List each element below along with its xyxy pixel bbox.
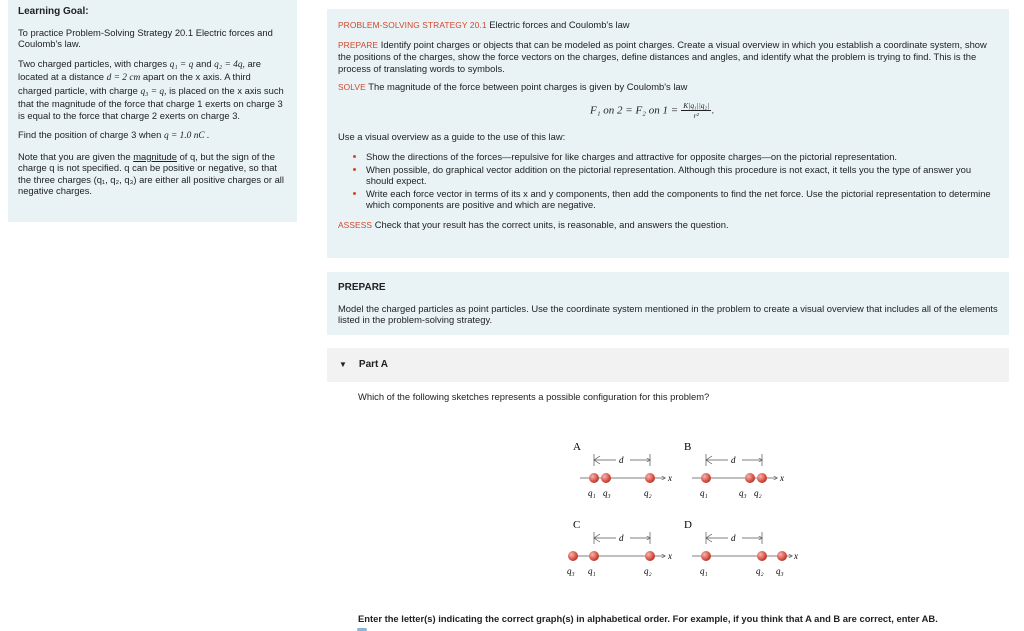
- collapse-triangle-icon: ▼: [339, 360, 347, 369]
- strategy-bullet-list: [338, 151, 998, 211]
- charge-q3: [601, 473, 611, 483]
- part-a-label: Part A: [358, 359, 389, 370]
- sketch-d: [684, 519, 798, 576]
- svg-text:x: x: [668, 473, 672, 483]
- problem-solving-strategy-box: [327, 9, 1009, 258]
- svg-text:x: x: [794, 551, 798, 561]
- strategy-solve: SOLVE The magnitude of the force between point charges is given by Coulomb's law: [338, 81, 688, 92]
- prepare-heading: PREPARE: [338, 282, 386, 293]
- svg-text:q₃: q₃: [603, 488, 611, 498]
- part-a-toggle[interactable]: [327, 348, 1009, 382]
- visual-overview-intro: Use a visual overview as a guide to the use of this law:: [338, 130, 566, 142]
- svg-text:d: d: [731, 455, 736, 465]
- prepare-text: Model the charged particles as point particles. Use the coordinate system mentioned in the problem to create a visual overview that includes all of the elements listed in the problem-solving strategy.: [338, 302, 998, 325]
- sketch-label: A: [573, 441, 581, 453]
- svg-text:q₁: q₁: [588, 488, 596, 498]
- svg-text:q₂: q₂: [644, 488, 652, 498]
- problem-statement: Two charged particles, with charges q₁ = q and q₂ = 4q, are located at a distance d = 2 cm apart on the x axis. A third charged particle, with charge q₃ = q, is placed on the x axis such that the magnitude of the force that charge 1 exerts on charge 3 is equal to the force that charge 2 exerts on charge 3.: [18, 57, 284, 121]
- charge-q1: [589, 551, 599, 561]
- sketch-label: C: [573, 519, 581, 531]
- find-statement: Find the position of charge 3 when q = 1.0 nC .: [18, 129, 210, 141]
- charge-q2: [645, 473, 655, 483]
- strategy-prepare: PREPARE Identify point charges or objects that can be modeled as point charges. Create a visual overview in which you establish a coordinate system, show the positions of the charges, show the force vectors on the charges, define distances and angles, and identify what the problem is trying to find. This is the process of translating words to symbols.: [338, 38, 987, 74]
- strategy-title: PROBLEM-SOLVING STRATEGY 20.1 Electric forces and Coulomb's law: [338, 19, 630, 30]
- svg-text:q₁: q₁: [700, 488, 708, 498]
- charge-q3: [745, 473, 755, 483]
- answer-instruction: Enter the letter(s) indicating the correct graph(s) in alphabetical order. For example, if you think that A and B are correct, enter AB.: [358, 613, 938, 624]
- charge-q3: [568, 551, 578, 561]
- svg-text:q₁: q₁: [700, 566, 708, 576]
- part-a-question: Which of the following sketches represents a possible configuration for this problem?: [358, 391, 710, 402]
- sketch-a: [573, 441, 672, 498]
- charge-q2: [757, 551, 767, 561]
- svg-text:d: d: [619, 455, 624, 465]
- svg-text:x: x: [780, 473, 784, 483]
- svg-text:q₁: q₁: [588, 566, 596, 576]
- svg-text:d: d: [731, 533, 736, 543]
- prepare-box: [327, 272, 1009, 335]
- list-item: • Write each force vector in terms of its x and y components, then add the components to find the net force. Use the pictorial representation to determine which components are positive and which are negative.: [366, 188, 998, 211]
- svg-text:q₂: q₂: [754, 488, 762, 498]
- charge-q1: [701, 551, 711, 561]
- charge-q3: [777, 551, 787, 561]
- strategy-assess: ASSESS Check that your result has the correct units, is reasonable, and answers the question.: [338, 218, 729, 230]
- coulombs-law-formula: F₁ on 2 = F₂ on 1 = $\frac{\text{K|q₁||q₂|}}{\text{r²}}$ .: [590, 100, 715, 120]
- learning-goal-heading: Learning Goal:: [18, 6, 89, 17]
- svg-text:d: d: [619, 533, 624, 543]
- learning-goal-panel: [8, 0, 297, 222]
- list-item: • When possible, do graphical vector addition on the pictorial representation. Although this procedure is not exact, it tells you the type of answer you should expect.: [366, 164, 998, 187]
- learning-goal-text: To practice Problem-Solving Strategy 20.1 Electric forces and Coulomb's law.: [18, 26, 273, 49]
- svg-text:q₂: q₂: [756, 566, 764, 576]
- svg-text:q₂: q₂: [644, 566, 652, 576]
- svg-text:q₃: q₃: [567, 566, 575, 576]
- svg-text:q₃: q₃: [776, 566, 784, 576]
- sketch-c: [567, 519, 672, 576]
- list-item: • Show the directions of the forces—repulsive for like charges and attractive for opposite charges—on the pictorial representation.: [366, 151, 998, 163]
- charge-q2: [645, 551, 655, 561]
- svg-text:q₃: q₃: [739, 488, 747, 498]
- charge-configuration-figure: [540, 432, 800, 582]
- charge-q2: [757, 473, 767, 483]
- note-statement: Note that you are given the magnitude of q, but the sign of the charge q is not specified. q can be positive or negative, so that the three charges (q₁, q₂, q₃) are either all positive charges or all negative charges.: [18, 150, 284, 196]
- charge-q1: [701, 473, 711, 483]
- sketch-label: D: [684, 519, 692, 531]
- magnitude-link[interactable]: magnitude: [133, 150, 177, 162]
- charge-q1: [589, 473, 599, 483]
- sketch-label: B: [684, 441, 692, 453]
- sketch-b: [684, 441, 784, 498]
- svg-text:x: x: [668, 551, 672, 561]
